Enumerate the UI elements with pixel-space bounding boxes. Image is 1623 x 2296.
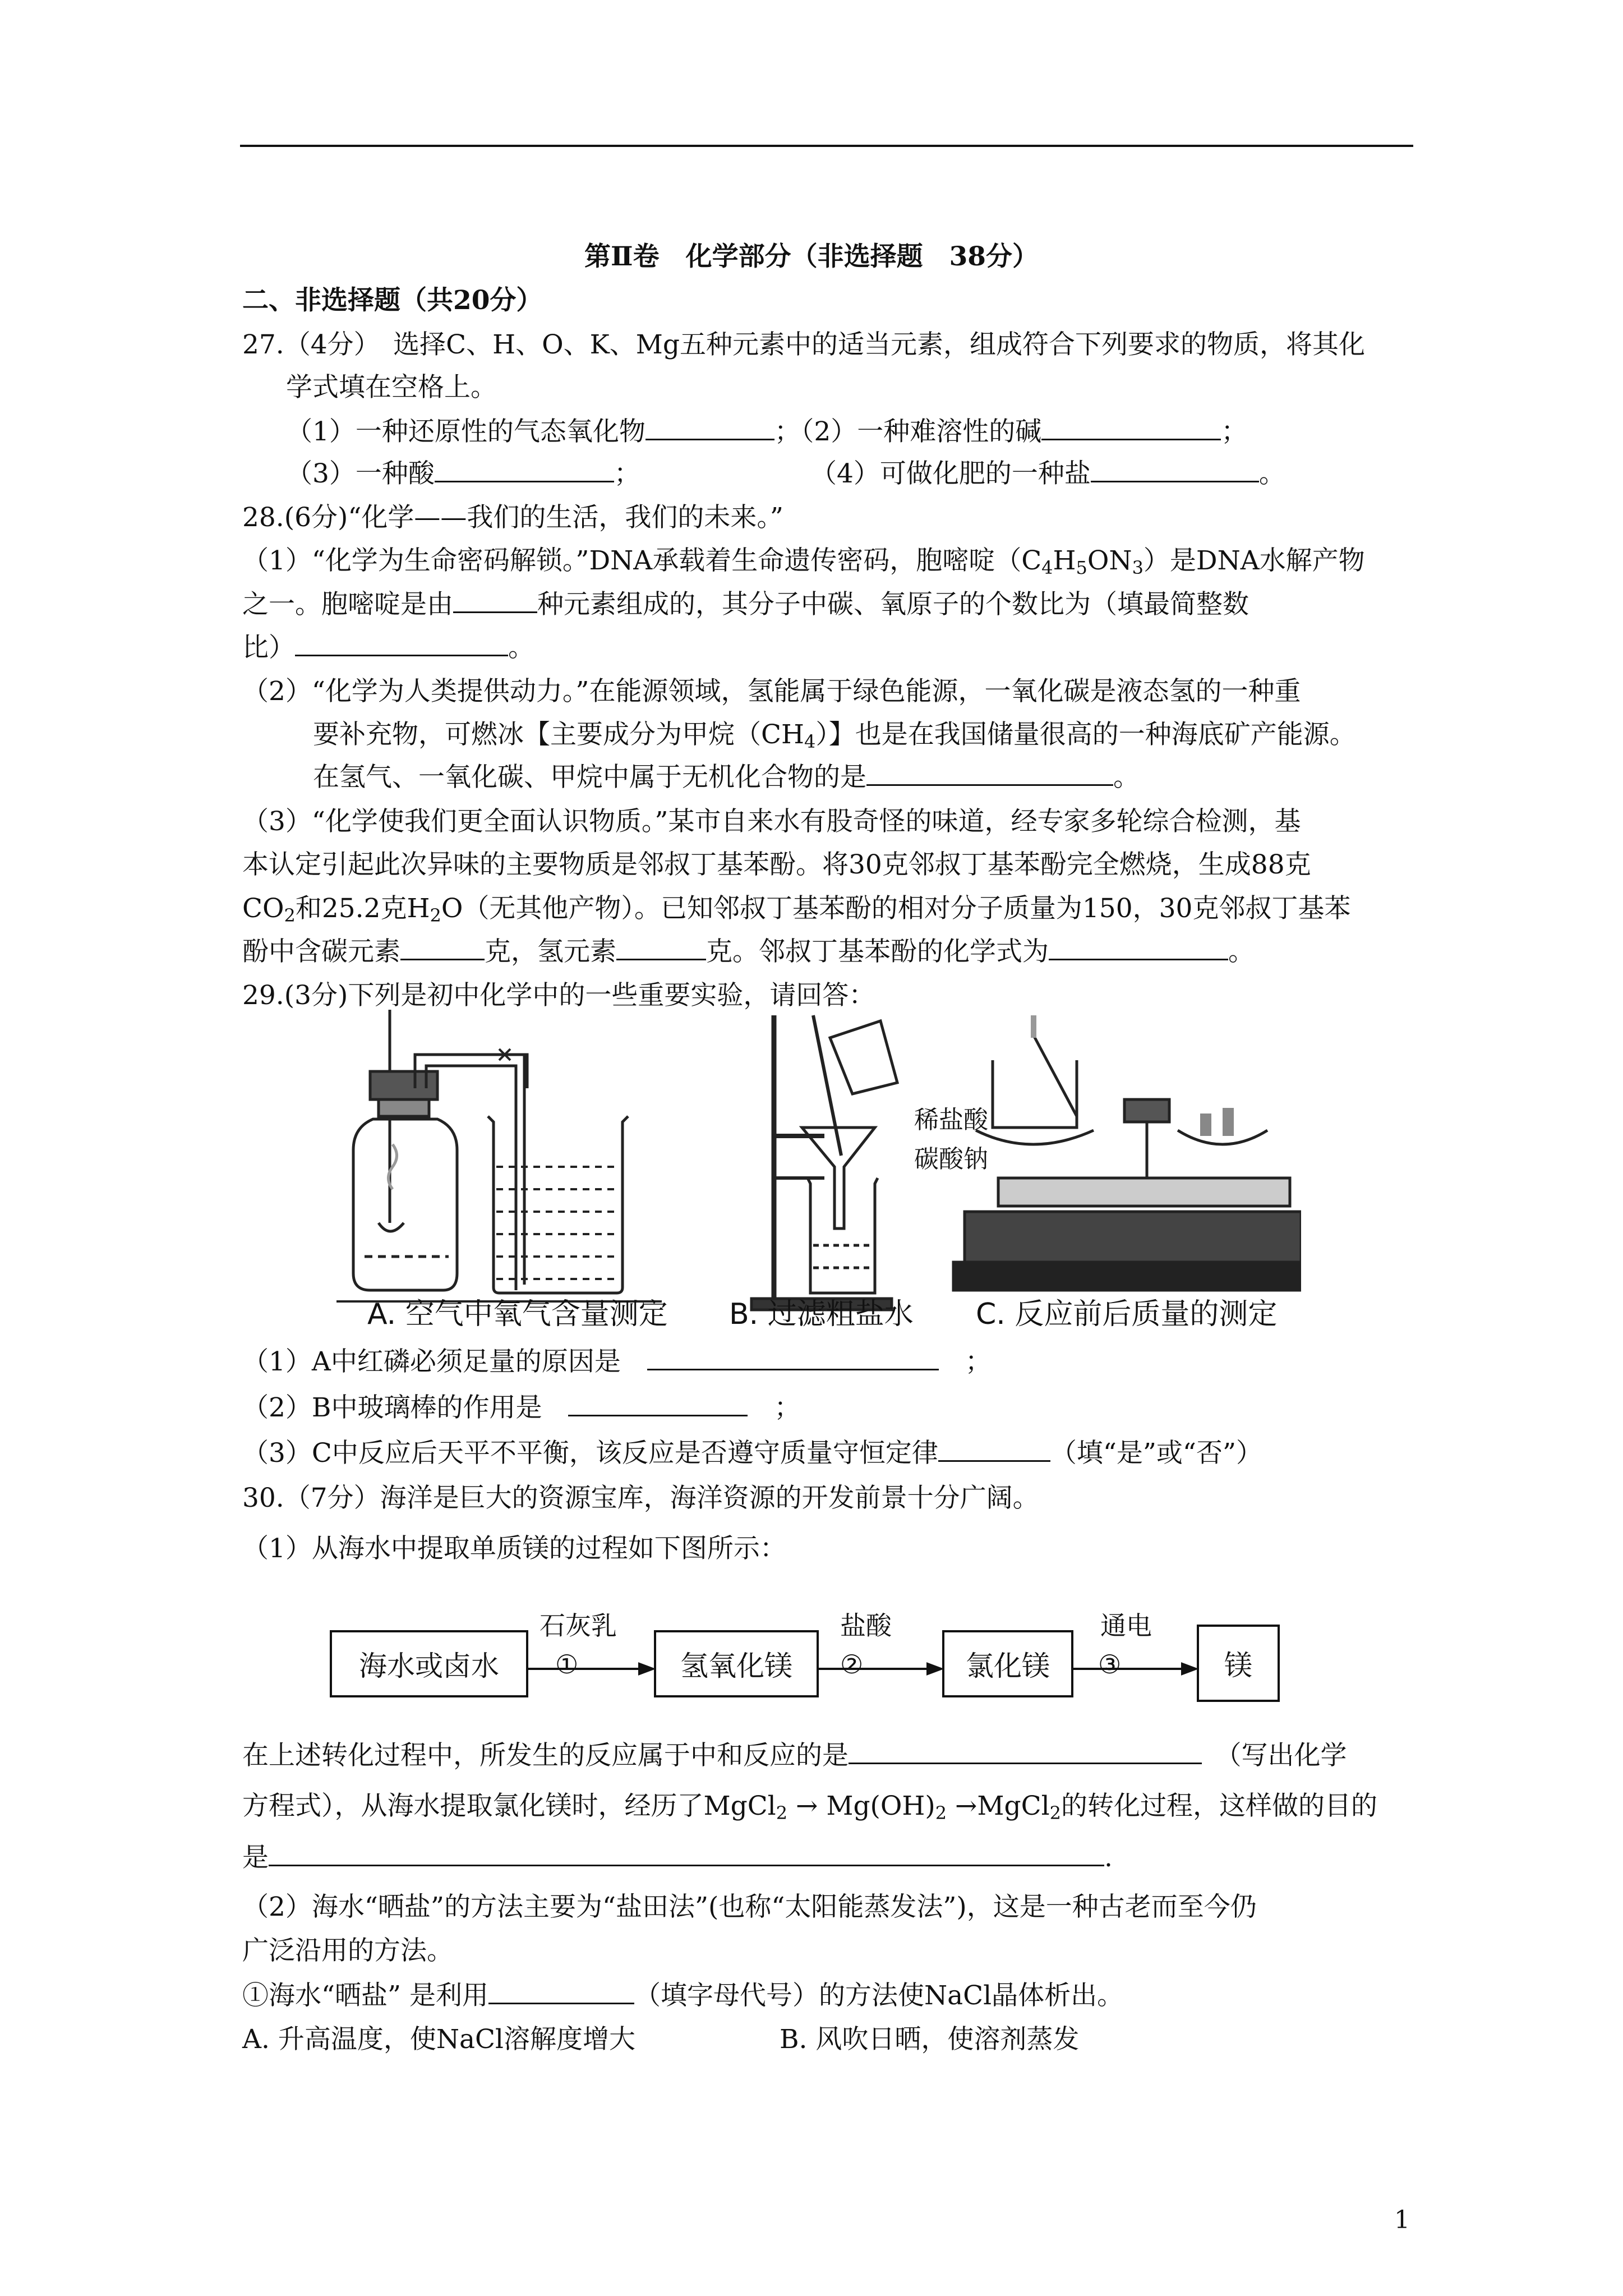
c-base	[965, 1212, 1301, 1262]
q30-p2-l2: 广泛沿用的方法。	[242, 1935, 453, 1966]
q27-line1: 27.（4分） 选择C、H、O、K、Mg五种元素中的适当元素，组成符合下列要求的物质，将其化	[242, 329, 1365, 360]
q27-row1	[286, 415, 1247, 449]
q28-p3-c: 酚中含碳元素	[242, 936, 400, 967]
c-pan-left	[976, 1130, 1094, 1144]
q30-l1-b: （写出化学	[1228, 1740, 1347, 1771]
q27-blank1[interactable]	[645, 416, 774, 440]
part-title: 二、非选择题（共20分）	[242, 285, 543, 316]
q28-p3-line1: （3）“化学使我们更全面认识物质。”某市自来水有股奇怪的味道，经专家多轮综合检测，基	[242, 806, 1301, 837]
q28-p2-line3: 在氢气、一氧化碳、甲烷中属于无机化合物的是 。	[313, 762, 1140, 793]
q30-l3-text: 是	[242, 1842, 269, 1873]
q28-p3-h: 和25.2克H	[295, 893, 430, 924]
a-beaker	[488, 1116, 628, 1293]
q28-p3-formula: 克。邻叔丁基苯酚的化学式为	[706, 936, 1049, 967]
q28-p3-co: CO	[242, 893, 284, 924]
q28-blank5[interactable]	[616, 936, 706, 960]
q27-s4: （4）可做化肥的一种盐	[810, 458, 1091, 489]
q30-l2-a: 方程式），从海水提取氯化镁时，经历了MgCl	[242, 1791, 776, 1821]
q28-p3-rest: O（无其他产物）。已知邻叔丁基苯酚的相对分子质量为150，30克邻叔丁基苯	[441, 893, 1351, 924]
fig-caption-a: A. 空气中氧气含量测定	[367, 1297, 668, 1331]
q29-s2-text: （2）B中玻璃棒的作用是	[242, 1392, 542, 1423]
flow-box-mg-chloride: 氯化镁	[942, 1630, 1073, 1697]
q28-p2-line2: 要补充物，可燃冰【主要成分为甲烷$(CH_4)$】也是在我国储量很高的一种海底矿产能源。	[313, 719, 1356, 752]
b-pour-beaker	[830, 1021, 897, 1094]
q30-l2: 方程式），从海水提取氯化镁时，经历了MgCl$_2$ → $Mg(OH)_2$ →MgCl$_2$的转化过程，这样做的目的	[242, 1791, 1377, 1824]
q28-p1-l2a: 之一。胞嘧啶是由	[242, 589, 453, 620]
q28-blank2[interactable]	[295, 632, 508, 656]
q28-p2-line1: （2）“化学为人类提供动力。”在能源领域，氢能属于绿色能源，一氧化碳是液态氢的一种重	[242, 676, 1301, 707]
q28-p2-l2: 要补充物，可燃冰【主要成分为甲烷（CH	[313, 719, 804, 750]
q30-p2-l3	[242, 1979, 1123, 2013]
q30-l2-c: →MgCl	[947, 1791, 1050, 1821]
flow-step-1: ①	[555, 1649, 579, 1680]
a-jar	[353, 1119, 457, 1290]
q30-option-a: A. 升高温度，使NaCl溶解度增大	[242, 2024, 635, 2055]
flow-arrows	[0, 1649, 1623, 1683]
q30-title: 30.（7分）海洋是巨大的资源宝库，海洋资源的开发前景十分广阔。	[242, 1483, 1039, 1513]
flow-box-seawater: 海水或卤水	[330, 1630, 528, 1697]
q27-blank3[interactable]	[435, 458, 614, 482]
q27-line2: 学式填在空格上。	[286, 372, 497, 403]
q28-p3-line4: 酚中含碳元素 克，氢元素 克。邻叔丁基苯酚的化学式为 。	[242, 936, 1255, 967]
header-rule	[240, 145, 1413, 147]
q27-period: 。	[1258, 458, 1285, 489]
q28-blank6[interactable]	[1049, 936, 1228, 960]
section-title: 第Ⅱ卷 化学部分（非选择题 38分）	[584, 241, 1039, 272]
flow-step-2: ②	[840, 1649, 864, 1680]
flow-step-3: ③	[1098, 1649, 1122, 1680]
q28-p3-h2: 克，氢元素	[485, 936, 616, 967]
q30-p2-l3-a: ①海水“晒盐” 是利用	[242, 1980, 488, 2011]
q28-p1-l2b: 种元素组成的，其分子中碳、氧原子的个数比为（填最简整数	[537, 589, 1249, 620]
q28-blank4[interactable]	[400, 936, 485, 960]
q29-s3	[242, 1437, 1262, 1470]
q28-p3-line2: 本认定引起此次异味的主要物质是邻叔丁基苯酚。将30克邻叔丁基苯酚完全燃烧，生成88克	[242, 849, 1311, 880]
q30-p2-l3-b: （填字母代号）的方法使NaCl晶体析出。	[634, 1980, 1124, 2011]
q29-blank1[interactable]	[647, 1346, 939, 1370]
flow-reagent-2: 盐酸	[840, 1611, 892, 1641]
q28-p1-a: （1）“化学为生命密码解锁。”DNA承载着生命遗传密码，胞嘧啶（C	[242, 545, 1042, 576]
q28-p2-l3: 在氢气、一氧化碳、甲烷中属于无机化合物的是	[313, 762, 866, 793]
q29-s1: （1）A中红磷必须足量的原因是 ；	[242, 1346, 992, 1377]
q29-s3-text: （3）C中反应后天平不平衡，该反应是否遵守质量守恒定律	[242, 1438, 938, 1469]
q28-title: 28.(6分)“化学——我们的生活，我们的未来。”	[242, 502, 783, 533]
fig-caption-c: C. 反应前后质量的测定	[976, 1297, 1278, 1331]
flow-box-mg-hydroxide: 氢氧化镁	[654, 1630, 819, 1697]
q27-semi: ；	[1221, 416, 1248, 447]
q28-p1-l3: 比）	[242, 632, 295, 663]
q28-p2-l2b: ）】也是在我国储量很高的一种海底矿产能源。	[815, 719, 1356, 750]
q30-l1-a: 在上述转化过程中，所发生的反应属于中和反应的是	[242, 1740, 849, 1771]
fig-caption-b: B. 过滤粗盐水	[729, 1297, 914, 1331]
q28-p1-line2	[242, 588, 1249, 622]
q30-l2-b: → Mg(OH)	[787, 1791, 935, 1821]
q28-p1-line1: （1）“化学为生命密码解锁。”DNA承载着生命遗传密码，胞嘧啶$(C_4H_5ON_3)$是DNA水解产物	[242, 545, 1365, 578]
q27-semi2: ；	[614, 458, 640, 489]
q27-s3: （3）一种酸	[286, 458, 435, 489]
c-tube	[1032, 1032, 1077, 1116]
q28-blank3[interactable]	[866, 762, 1113, 786]
flow-box-mg: 镁	[1197, 1625, 1280, 1702]
q29-blank3[interactable]	[938, 1438, 1050, 1462]
q27-s1: （1）一种还原性的气态氧化物	[286, 416, 645, 447]
q28-blank1[interactable]	[453, 589, 537, 613]
q30-p2-l1: （2）海水“晒盐”的方法主要为“盐田法”(也称“太阳能蒸发法”)，这是一种古老而至今仍	[242, 1892, 1257, 1922]
q29-s2: （2）B中玻璃棒的作用是 ；	[242, 1392, 801, 1423]
label-na2co3: 碳酸钠	[914, 1145, 988, 1174]
q30-p1: （1）从海水中提取单质镁的过程如下图所示：	[242, 1533, 786, 1564]
c-pointer-box	[1124, 1099, 1169, 1122]
q30-option-b: B. 风吹日晒，使溶剂蒸发	[780, 2024, 1080, 2055]
page-number: 1	[1394, 2206, 1410, 2234]
q28-p3-line3: $CO_2$和25.2克$H_2O$（无其他产物）。已知邻叔丁基苯酚的相对分子质量为150，30克邻叔丁基苯	[242, 893, 1351, 926]
q30-l2-d: 的转化过程，这样做的目的	[1061, 1791, 1377, 1821]
c-scale-bar	[998, 1178, 1290, 1206]
q28-p1-line3: 比） 。	[242, 632, 534, 663]
q27-blank2[interactable]	[1041, 416, 1221, 440]
q29-title: 29.(3分)下列是初中化学中的一些重要实验，请回答：	[242, 980, 875, 1011]
q29-blank2[interactable]	[568, 1392, 748, 1416]
flow-reagent-3: 通电	[1100, 1611, 1152, 1641]
a-spoon	[379, 1223, 404, 1231]
q30-blank2[interactable]	[269, 1842, 1104, 1866]
q30-blank1[interactable]	[849, 1740, 1202, 1764]
q28-p1-b: ）是DNA水解产物	[1143, 545, 1365, 576]
q30-l1	[242, 1739, 1347, 1773]
q27-row2b	[810, 457, 1285, 491]
q30-blank3[interactable]	[488, 1980, 634, 2004]
q27-blank4[interactable]	[1091, 458, 1259, 482]
q27-s2: ；（2）一种难溶性的碱	[774, 416, 1042, 447]
q27-row2	[286, 457, 640, 491]
flow-reagent-1: 石灰乳	[540, 1611, 617, 1641]
q29-s1-text: （1）A中红磷必须足量的原因是	[242, 1346, 621, 1377]
label-hcl: 稀盐酸	[914, 1106, 988, 1134]
q29-s3-tail: （填“是”或“否”）	[1050, 1438, 1262, 1469]
q30-l3: 是 .	[242, 1842, 1113, 1873]
